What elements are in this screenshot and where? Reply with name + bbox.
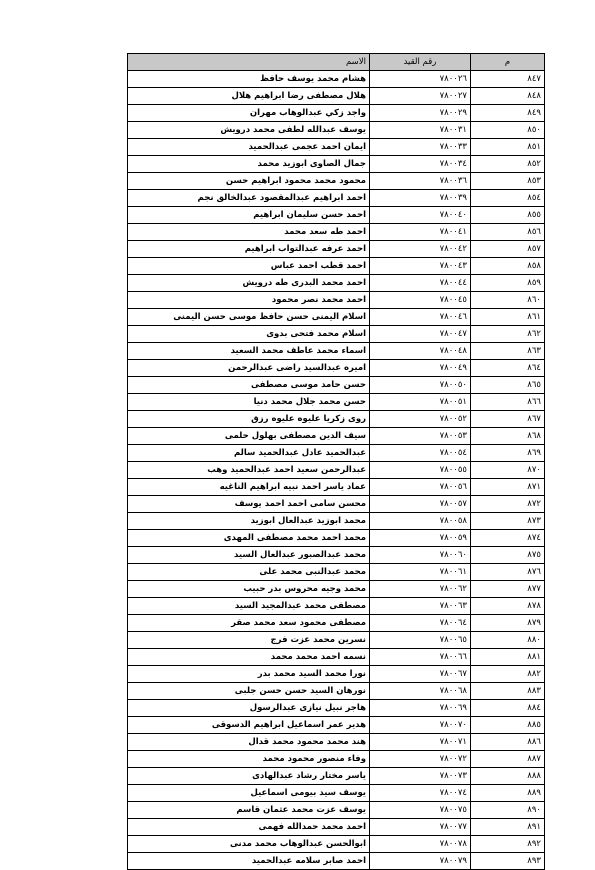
row-registration-id: ٧٨٠٠٦٧ [370,666,471,683]
row-number: ٨٦٣ [471,343,545,360]
table-row [128,700,545,717]
table-row [128,598,545,615]
table-row [128,241,545,258]
row-name: اميره عبدالسيد راضى عبدالرحمن [128,360,370,377]
row-registration-id: ٧٨٠٠٤٤ [370,275,471,292]
row-number: ٨٥١ [471,139,545,156]
table-header-row [128,54,545,71]
row-name: محمد وجيه محروس بدر حبيب [128,581,370,598]
row-registration-id: ٧٨٠٠٦٣ [370,598,471,615]
table-row [128,819,545,836]
row-name: هاجر نبيل نيازى عبدالرسول [128,700,370,717]
table-row [128,734,545,751]
table-row [128,530,545,547]
table-row [128,853,545,870]
row-number: ٨٦٥ [471,377,545,394]
row-name: هشام محمد يوسف حافظ [128,71,370,88]
row-registration-id: ٧٨٠٠٥٨ [370,513,471,530]
row-registration-id: ٧٨٠٠٥٣ [370,428,471,445]
row-number: ٨٩١ [471,819,545,836]
row-registration-id: ٧٨٠٠٥٤ [370,445,471,462]
row-registration-id: ٧٨٠٠٥٥ [370,462,471,479]
row-name: هلال مصطفى رضا ابراهيم هلال [128,88,370,105]
table-row [128,751,545,768]
table-row [128,326,545,343]
row-number: ٨٧٣ [471,513,545,530]
row-name: وفاء منصور محمود محمد [128,751,370,768]
row-registration-id: ٧٨٠٠٥٧ [370,496,471,513]
row-registration-id: ٧٨٠٠٢٩ [370,105,471,122]
table-row [128,547,545,564]
row-registration-id: ٧٨٠٠٦١ [370,564,471,581]
row-number: ٨٦٤ [471,360,545,377]
row-number: ٨٧٩ [471,615,545,632]
row-registration-id: ٧٨٠٠٤٦ [370,309,471,326]
row-number: ٨٨٢ [471,666,545,683]
table-row [128,717,545,734]
row-name: احمد حسن سليمان ابراهيم [128,207,370,224]
row-number: ٨٨٣ [471,683,545,700]
row-name: احمد طه سعد محمد [128,224,370,241]
table-row [128,615,545,632]
row-registration-id: ٧٨٠٠٧٣ [370,768,471,785]
row-name: ايمان احمد عجمى عبدالحميد [128,139,370,156]
row-name: مصطفى محمد عبدالمجيد السيد [128,598,370,615]
table-row [128,156,545,173]
row-number: ٨٩٣ [471,853,545,870]
table-row [128,411,545,428]
row-registration-id: ٧٨٠٠٥٢ [370,411,471,428]
row-number: ٨٦١ [471,309,545,326]
table-row [128,632,545,649]
row-number: ٨٧٠ [471,462,545,479]
row-name: هند محمد محمود محمد قدال [128,734,370,751]
row-registration-id: ٧٨٠٠٣٦ [370,173,471,190]
row-name: يوسف عبدالله لطفى محمد درويش [128,122,370,139]
table-row [128,224,545,241]
row-number: ٨٥٢ [471,156,545,173]
row-name: روى زكريا عليوه عليوه رزق [128,411,370,428]
row-name: عماد ياسر احمد نبيه ابراهيم الناغيه [128,479,370,496]
row-name: محمد عبدالصبور عبدالعال السيد [128,547,370,564]
row-name: احمد صابر سلامه عبدالحميد [128,853,370,870]
row-name: عبدالحميد عادل عبدالحميد سالم [128,445,370,462]
row-registration-id: ٧٨٠٠٤٧ [370,326,471,343]
row-name: نورهان السيد حسن حسن جلبى [128,683,370,700]
table-row [128,394,545,411]
row-registration-id: ٧٨٠٠٢٦ [370,71,471,88]
row-name: حسن محمد جلال محمد دنيا [128,394,370,411]
row-number: ٨٨٤ [471,700,545,717]
table-row [128,802,545,819]
row-registration-id: ٧٨٠٠٦٨ [370,683,471,700]
row-number: ٨٥٨ [471,258,545,275]
row-registration-id: ٧٨٠٠٥٩ [370,530,471,547]
row-number: ٨٥٦ [471,224,545,241]
row-name: محمد ابوزيد عبدالعال ابوزيد [128,513,370,530]
row-registration-id: ٧٨٠٠٧٤ [370,785,471,802]
table-row [128,343,545,360]
row-name: محمود محمد محمود ابراهيم حسن [128,173,370,190]
row-registration-id: ٧٨٠٠٣٣ [370,139,471,156]
row-registration-id: ٧٨٠٠٣٤ [370,156,471,173]
row-name: هدير عمر اسماعيل ابراهيم الدسوقى [128,717,370,734]
table-row [128,683,545,700]
row-registration-id: ٧٨٠٠٥٠ [370,377,471,394]
table-row [128,105,545,122]
row-number: ٨٨٠ [471,632,545,649]
row-name: اسماء محمد عاطف محمد السعيد [128,343,370,360]
table-row [128,581,545,598]
table-row [128,360,545,377]
row-number: ٨٦٢ [471,326,545,343]
row-number: ٨٨٩ [471,785,545,802]
row-number: ٨٧٧ [471,581,545,598]
row-number: ٨٥٣ [471,173,545,190]
row-number: ٨٨٥ [471,717,545,734]
table-row [128,513,545,530]
row-registration-id: ٧٨٠٠٦٦ [370,649,471,666]
table-row [128,666,545,683]
row-registration-id: ٧٨٠٠٤١ [370,224,471,241]
row-number: ٨٧١ [471,479,545,496]
row-name: محمد احمد محمد مصطفى المهدى [128,530,370,547]
row-registration-id: ٧٨٠٠٦٢ [370,581,471,598]
row-number: ٨٧٥ [471,547,545,564]
table-row [128,88,545,105]
row-number: ٨٨٨ [471,768,545,785]
registry-table [127,53,545,870]
row-name: احمد محمد حمدالله فهمى [128,819,370,836]
row-name: ابوالحسن عبدالوهاب محمد مدنى [128,836,370,853]
table-row [128,836,545,853]
row-number: ٨٤٩ [471,105,545,122]
row-number: ٨٥٥ [471,207,545,224]
row-registration-id: ٧٨٠٠٤٠ [370,207,471,224]
row-number: ٨٦٧ [471,411,545,428]
table-row [128,292,545,309]
table-row [128,768,545,785]
table-row [128,122,545,139]
table-row [128,173,545,190]
row-registration-id: ٧٨٠٠٦٠ [370,547,471,564]
row-name: يوسف عزت محمد عثمان قاسم [128,802,370,819]
row-name: احمد محمد نصر محمود [128,292,370,309]
table-row [128,377,545,394]
row-number: ٨٥٧ [471,241,545,258]
table-row [128,309,545,326]
table-row [128,785,545,802]
row-number: ٨٥٠ [471,122,545,139]
row-name: اسلام اليمنى حسن حافظ موسى حسن اليمنى [128,309,370,326]
row-name: احمد ابراهيم عبدالمقصود عبدالخالق نجم [128,190,370,207]
row-number: ٨٦٨ [471,428,545,445]
row-registration-id: ٧٨٠٠٧٠ [370,717,471,734]
row-name: حسن حامد موسى مصطفى [128,377,370,394]
row-name: نورا محمد السيد محمد بدر [128,666,370,683]
row-name: ياسر مختار رشاد عبدالهادى [128,768,370,785]
table-row [128,445,545,462]
table-row [128,428,545,445]
row-registration-id: ٧٨٠٠٤٢ [370,241,471,258]
row-registration-id: ٧٨٠٠٤٨ [370,343,471,360]
row-number: ٨٨١ [471,649,545,666]
header-name: الاسم [128,54,370,71]
row-name: يوسف سيد بيومى اسماعيل [128,785,370,802]
row-number: ٨٦٩ [471,445,545,462]
table-row [128,258,545,275]
row-number: ٨٧٤ [471,530,545,547]
row-registration-id: ٧٨٠٠٥١ [370,394,471,411]
table-row [128,479,545,496]
row-name: سيف الدين مصطفى بهلول حلمى [128,428,370,445]
row-registration-id: ٧٨٠٠٢٧ [370,88,471,105]
row-number: ٨٨٧ [471,751,545,768]
row-name: نسمه احمد محمد محمد [128,649,370,666]
row-name: محمد عبدالنبى محمد على [128,564,370,581]
table-body [128,71,545,870]
table-row [128,190,545,207]
row-number: ٨٩٢ [471,836,545,853]
row-number: ٨٨٦ [471,734,545,751]
row-registration-id: ٧٨٠٠٤٩ [370,360,471,377]
row-name: احمد محمد البدرى طه درويش [128,275,370,292]
table-row [128,564,545,581]
row-number: ٨٧٦ [471,564,545,581]
row-registration-id: ٧٨٠٠٤٣ [370,258,471,275]
row-registration-id: ٧٨٠٠٧٢ [370,751,471,768]
row-number: ٨٦٠ [471,292,545,309]
row-name: نسرين محمد عزت فرج [128,632,370,649]
table-row [128,462,545,479]
row-number: ٨٩٠ [471,802,545,819]
row-number: ٨٧٢ [471,496,545,513]
row-registration-id: ٧٨٠٠٦٩ [370,700,471,717]
row-registration-id: ٧٨٠٠٧٥ [370,802,471,819]
row-name: احمد قطب احمد عباس [128,258,370,275]
row-registration-id: ٧٨٠٠٤٥ [370,292,471,309]
row-number: ٨٤٨ [471,88,545,105]
row-name: عبدالرحمن سعيد احمد عبدالحميد وهب [128,462,370,479]
row-registration-id: ٧٨٠٠٧٧ [370,819,471,836]
row-registration-id: ٧٨٠٠٧١ [370,734,471,751]
table-row [128,275,545,292]
row-registration-id: ٧٨٠٠٦٤ [370,615,471,632]
row-number: ٨٤٧ [471,71,545,88]
row-number: ٨٧٨ [471,598,545,615]
row-name: محسن سامى احمد احمد يوسف [128,496,370,513]
table-row [128,71,545,88]
row-name: جمال الصاوى ابوزيد محمد [128,156,370,173]
row-name: احمد عرفه عبدالتواب ابراهيم [128,241,370,258]
header-registration-id: رقم القيد [370,54,471,71]
row-registration-id: ٧٨٠٠٣٩ [370,190,471,207]
row-registration-id: ٧٨٠٠٣١ [370,122,471,139]
row-registration-id: ٧٨٠٠٧٨ [370,836,471,853]
row-number: ٨٥٤ [471,190,545,207]
row-name: واجد زكي عبدالوهاب مهران [128,105,370,122]
row-registration-id: ٧٨٠٠٥٦ [370,479,471,496]
row-registration-id: ٧٨٠٠٧٩ [370,853,471,870]
row-name: اسلام محمد فتحى بدوى [128,326,370,343]
row-number: ٨٦٦ [471,394,545,411]
row-name: مصطفى محمود سعد محمد صقر [128,615,370,632]
row-number: ٨٥٩ [471,275,545,292]
row-registration-id: ٧٨٠٠٦٥ [370,632,471,649]
table-row [128,496,545,513]
table-row [128,649,545,666]
header-number: م [471,54,545,71]
table-row [128,139,545,156]
table-row [128,207,545,224]
